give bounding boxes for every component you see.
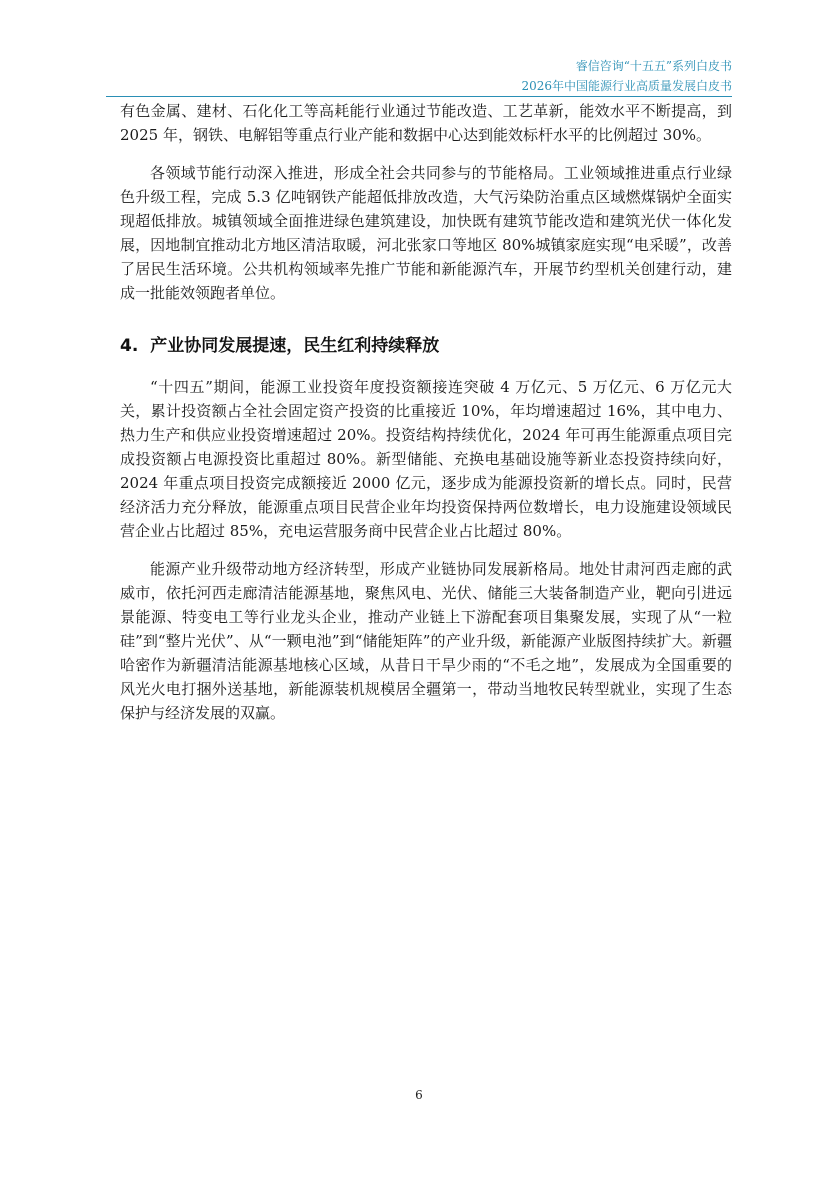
page-body	[120, 99, 732, 725]
header-divider	[106, 96, 732, 97]
section-paragraph-2: 能源产业升级带动地方经济转型，形成产业链协同发展新格局。地处甘肃河西走廊的武威市，依托河西走廊清洁能源基地，聚焦风电、光伏、储能三大装备制造产业，靶向引进远景能源、特变电工等行业龙头企业，推动产业链上下游配套项目集聚发展，实现了从“一粒硅”到“整片光伏”、从“一颗电池”到“储能矩阵”的产业升级，新能源产业版图持续扩大。新疆哈密作为新疆清洁能源基地核心区域，从昔日干旱少雨的“不毛之地”，发展成为全国重要的风光火电打捆外送基地，新能源装机规模居全疆第一，带动当地牧民转型就业，实现了生态保护与经济发展的双赢。	[120, 560, 732, 722]
section-title: 产业协同发展提速，民生红利持续释放	[150, 336, 440, 356]
body-paragraph-1: 有色金属、建材、石化化工等高耗能行业通过节能改造、工艺革新，能效水平不断提高，到 2025 年，钢铁、电解铝等重点行业产能和数据中心达到能效标杆水平的比例超过 30%。	[120, 102, 732, 144]
running-header	[521, 56, 732, 96]
section-heading	[120, 333, 732, 359]
header-report-title: 2026年中国能源行业高质量发展白皮书	[521, 79, 732, 93]
header-series-title: 睿信咨询“十五五”系列白皮书	[575, 59, 732, 73]
section-number: 4.	[120, 336, 139, 356]
body-paragraph-2: 各领域节能行动深入推进，形成全社会共同参与的节能格局。工业领域推进重点行业绿色升级工程，完成 5.3 亿吨钢铁产能超低排放改造，大气污染防治重点区域燃煤锅炉全面实现超低排放。城镇领域全面推进绿色建筑建设，加快既有建筑节能改造和建筑光伏一体化发展，因地制宜推动北方地区清洁取暖，河北张家口等地区 80%城镇家庭实现“电采暖”，改善了居民生活环境。公共机构领域率先推广节能和新能源汽车，开展节约型机关创建行动，建成一批能效领跑者单位。	[120, 164, 732, 302]
section-paragraph-1: “十四五”期间，能源工业投资年度投资额接连突破 4 万亿元、5 万亿元、6 万亿元大关，累计投资额占全社会固定资产投资的比重接近 10%，年均增速超过 16%，其中电力、热力生产和供应业投资增速超过 20%。投资结构持续优化，2024 年可再生能源重点项目完成投资额占电源投资比重超过 80%。新型储能、充换电基础设施等新业态投资持续向好，2024 年重点项目投资完成额接近 2000 亿元，逐步成为能源投资新的增长点。同时，民营经济活力充分释放，能源重点项目民营企业年均投资保持两位数增长，电力设施建设领域民营企业占比超过 85%，充电运营服务商中民营企业占比超过 80%。	[120, 378, 732, 540]
page-number: 6	[415, 1088, 423, 1102]
